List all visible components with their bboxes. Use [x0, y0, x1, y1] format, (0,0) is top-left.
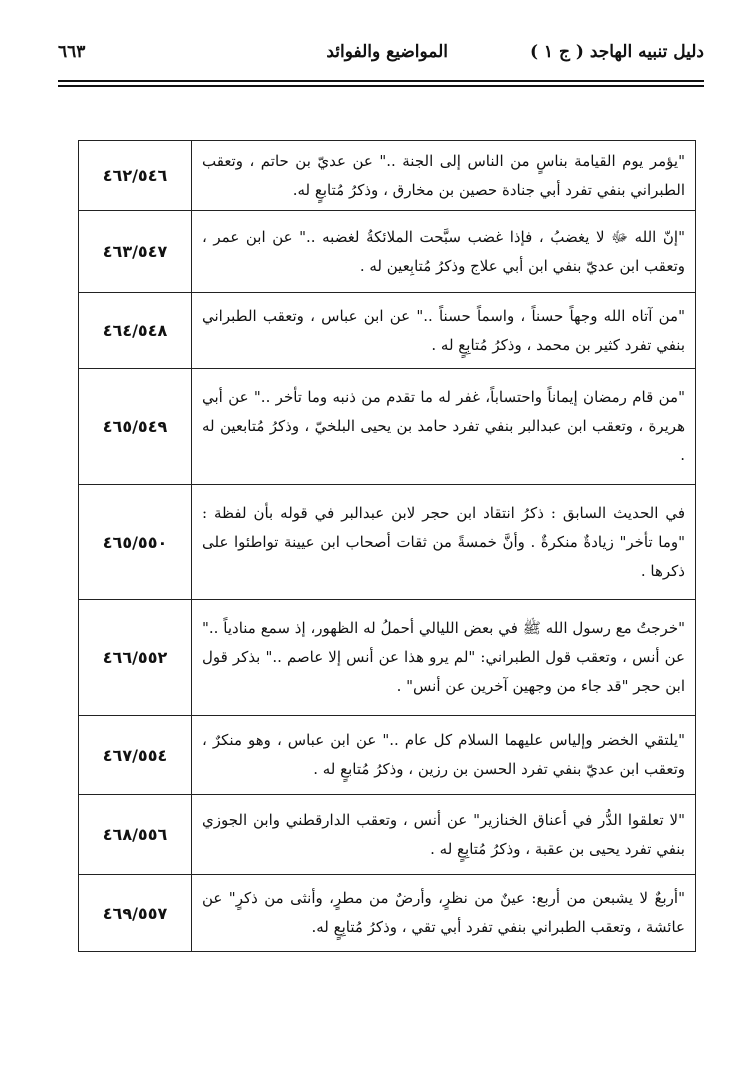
row-text	[192, 293, 695, 368]
row-text-content: "لا تعلقوا الدُّر في أعناق الخنازير" عن أنس ، وتعقب الدارقطني وابن الجوزي بنفي تفرد يحيى بن عقبة ، وذكرُ مُتابِعٍ له .	[202, 810, 685, 858]
row-reference: ٤٦٤/٥٤٨	[79, 293, 192, 368]
row-text	[192, 211, 695, 292]
table-row	[78, 485, 696, 600]
table-row	[78, 600, 696, 716]
table-row	[78, 369, 696, 485]
row-reference: ٤٦٨/٥٥٦	[79, 795, 192, 874]
row-reference: ٤٦٦/٥٥٢	[79, 600, 192, 715]
section-title: المواضيع والفوائد	[326, 42, 448, 62]
row-text	[192, 141, 695, 210]
table-row	[78, 211, 696, 293]
table-row	[78, 293, 696, 369]
row-reference: ٤٦٥/٥٥٠	[79, 485, 192, 599]
row-text	[192, 369, 695, 484]
row-text-content: "خرجتُ مع رسول الله ﷺ في بعض الليالي أحملُ له الظهور، إذ سمع منادياً .." عن أنس ، وتعقب قول الطبراني: "لم يرو هذا عن أنس إلا عاصم .." بذكر قول ابن حجر "قد جاء من وجهين آخرين عن أنس" .	[202, 619, 685, 695]
row-text	[192, 795, 695, 874]
row-text-content: "من آتاه الله وجهاً حسناً ، واسماً حسناً .." عن ابن عباس ، وتعقب الطبراني بنفي تفرد كثير بن محمد ، وذكرُ مُتابِعٍ له .	[202, 306, 685, 354]
row-reference: ٤٦٩/٥٥٧	[79, 875, 192, 951]
row-text	[192, 716, 695, 794]
page-number: ٦٦٣	[58, 42, 86, 62]
row-reference: ٤٦٢/٥٤٦	[79, 141, 192, 210]
row-text	[192, 875, 695, 951]
row-text-content: في الحديث السابق : ذكرُ انتقاد ابن حجر لابن عبدالبر في قوله بأن لفظة : "وما تأخر" زيادةٌ منكرةٌ . وأنَّ خمسةً من ثقات أصحاب ابن عيينة تواطئوا على ذكرها .	[202, 503, 685, 580]
row-reference: ٤٦٣/٥٤٧	[79, 211, 192, 292]
table-row	[78, 875, 696, 952]
row-text-content: "يؤمر يوم القيامة بناسٍ من الناس إلى الجنة .." عن عديّ بن حاتم ، وتعقب الطبراني بنفي تفرد أبي جنادة حصين بن مخارق ، وذكرُ مُتابعٍ له.	[202, 151, 685, 199]
page-header	[58, 36, 704, 76]
row-text-content: "أربعٌ لا يشبعن من أربع: عينٌ من نظرٍ، وأرضٌ من مطرٍ، وأنثى من ذكرٍ" عن عائشة ، وتعقب الطبراني بنفي تفرد أبي تقي ، وذكرُ مُتابِعٍ له.	[202, 889, 685, 936]
row-text-content: "يلتقي الخضر وإلياس عليهما السلام كل عام .." عن ابن عباس ، وهو منكرٌ ، وتعقب ابن عديّ بنفي تفرد الحسن بن رزين ، وذكرُ مُتابعٍ له .	[202, 731, 685, 778]
book-title: دليل تنبيه الهاجد ( ج ١ )	[529, 42, 704, 62]
row-reference: ٤٦٧/٥٥٤	[79, 716, 192, 794]
index-table	[78, 140, 696, 952]
header-rule-bottom	[58, 85, 704, 87]
row-text-content: "إنّ الله ﷻ لا يغضبُ ، فإذا غضب سبَّحت الملائكةُ لغضبه .." عن ابن عمر ، وتعقب ابن عديّ بنفي ابن أبي علاج وذكرُ مُتابِعين له .	[202, 227, 685, 275]
row-text	[192, 485, 695, 599]
table-row	[78, 716, 696, 795]
table-row	[78, 140, 696, 211]
table-row	[78, 795, 696, 875]
header-rule-top	[58, 80, 704, 82]
row-text-content: "من قام رمضان إيماناً واحتساباً، غفر له ما تقدم من ذنبه وما تأخر .." عن أبي هريرة ، وتعقب ابن عبدالبر بنفي تفرد حامد بن يحيى البلخيّ ، وذكرُ مُتابعين له .	[202, 388, 685, 464]
row-text	[192, 600, 695, 715]
row-reference: ٤٦٥/٥٤٩	[79, 369, 192, 484]
